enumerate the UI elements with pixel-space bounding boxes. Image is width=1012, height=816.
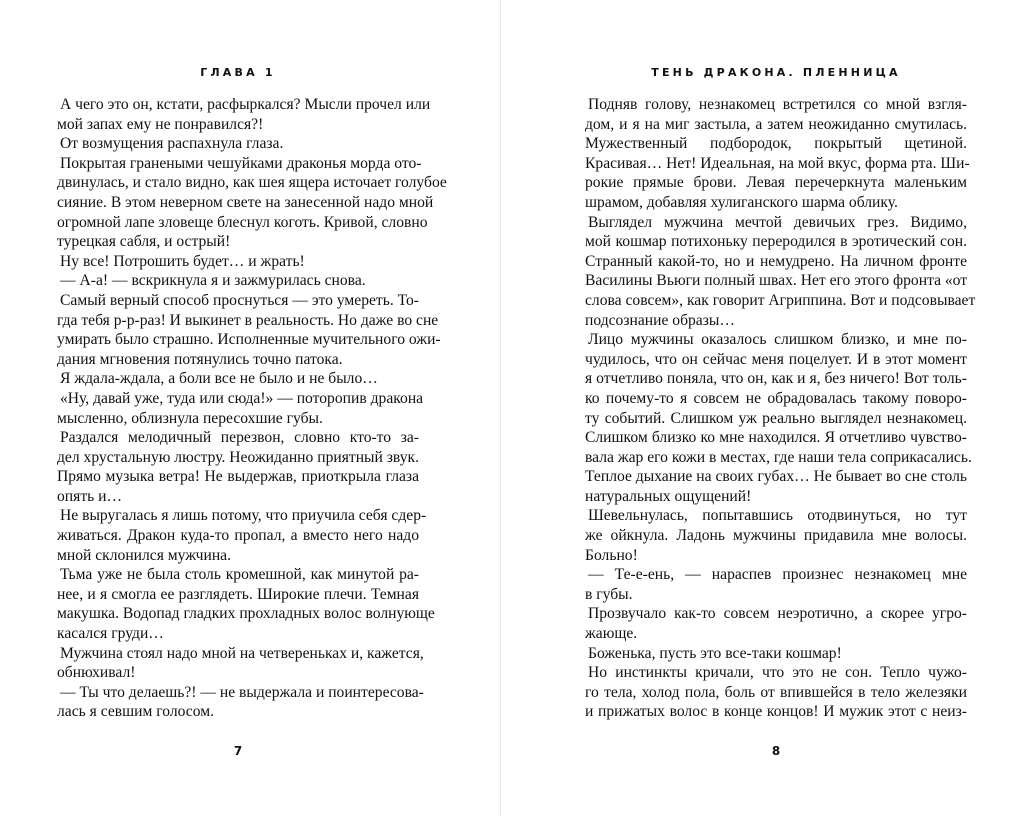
text-line: нее, и я смогла ее разглядеть. Широкие плечи. Темная [57, 585, 419, 603]
text-line: подсознание образы… [585, 311, 735, 329]
text-line: Не выругалась я лишь потому, что приучила себя сдер- [60, 507, 427, 525]
text-line: го тела, холод пола, боль от впившейся в тело железяки [585, 683, 967, 701]
text-line: — А-а! — вскрикнула я и зажмурилась снова. [60, 272, 366, 290]
text-line: слова совсем», как говорит Агриппина. Вот и подсовывает [585, 291, 976, 309]
text-line: Слишком близко ко мне находился. Я отчетливо чувство- [585, 429, 967, 447]
text-line: лась я севшим голосом. [57, 703, 214, 721]
right-page [585, 0, 976, 816]
text-line: Выглядел мужчина мечтой девичьих грез. Видимо, [588, 213, 967, 231]
text-line: ко почему-то я совсем не обрадовалась такому поворо- [585, 389, 967, 407]
text-line: гда тебя р-р-раз! И выкинет в реальность. Но даже во сне [57, 311, 439, 329]
text-line: Теплое дыхание на своих губах… Не бывает во сне столь [585, 468, 967, 486]
text-line: двинулась, и стало видно, как шея ящера источает голубое [57, 174, 447, 192]
text-line: А чего это он, кстати, расфыркался? Мысли прочел или [60, 96, 431, 113]
text-line: мысленно, облизнула пересохшие губы. [57, 409, 323, 427]
text-line: в губы. [585, 585, 633, 603]
text-line: вала жар его кожи в местах, где наши тела соприкасались. [585, 448, 972, 466]
text-line: Тьма уже не была столь кромешной, как минутой ра- [60, 566, 419, 584]
page-gutter [500, 0, 501, 816]
page-number-right: 8 [771, 744, 781, 758]
text-line: умирать было страшно. Исполненные мучительного ожи- [57, 331, 441, 349]
text-line: Ну все! Потрошить будет… и жрать! [60, 252, 305, 270]
left-page-text [57, 95, 447, 722]
text-line: Самый верный способ проснуться — это умереть. То- [60, 291, 419, 309]
running-head-chapter: ГЛАВА 1 [200, 66, 276, 79]
text-line: Красивая… Нет! Идеальная, на мой вкус, форма рта. Ши- [585, 154, 970, 172]
text-line: чудилось, что он сейчас меня поцелует. И в этот момент [585, 350, 967, 368]
text-line: мой кошмар потихоньку переродился в эротический сон. [585, 233, 967, 251]
text-line: же ойкнула. Ладонь мужчины придавила мне волосы. [585, 527, 967, 545]
text-line: живаться. Дракон куда-то пропал, а вместо него надо [57, 527, 419, 545]
text-line: Подняв голову, незнакомец встретился со мной взгля- [588, 96, 967, 113]
page-number-left: 7 [233, 744, 243, 758]
text-line: Раздался мелодичный перезвон, словно кто-то за- [60, 429, 419, 447]
text-line: дел хрустальную люстру. Неожиданно приятный звук. [57, 448, 420, 466]
text-line: Больно! [585, 546, 638, 564]
text-line: мной склонился мужчина. [57, 546, 231, 564]
text-line: касался груди… [57, 625, 164, 643]
text-line: опять и… [57, 487, 123, 505]
text-line: Лицо мужчины оказалось слишком близко, и мне по- [588, 331, 967, 349]
text-line: сияние. В этом неверном свете на занесенной надо мной [57, 193, 434, 211]
right-page-text [585, 95, 976, 722]
text-line: и прижатых волос в конце концов! И мужик этот с неиз- [585, 703, 967, 721]
text-line: дом, и я на миг застыла, а затем неожиданно смутилась. [585, 115, 967, 133]
text-line: — Те-е-ень, — нараспев произнес незнакомец мне [588, 566, 967, 584]
text-line: дания мгновения потянулись точно патока. [57, 350, 343, 368]
text-line: Прозвучало как-то совсем неэротично, а скорее угро- [588, 605, 967, 623]
text-line: Боженька, пусть это все-таки кошмар! [588, 644, 842, 662]
text-line: ту событий. Слишком уж реально выглядел незнакомец. [585, 409, 967, 427]
text-line: обнюхивал! [57, 664, 136, 682]
text-line: Мужественный подбородок, покрытый щетиной. [585, 135, 967, 153]
text-line: мой запах ему не понравился?! [57, 115, 264, 133]
text-line: Покрытая гранеными чешуйками драконья морда ото- [60, 154, 422, 172]
text-line: Шевельнулась, попытавшись отодвинуться, но тут [588, 507, 967, 525]
text-line: макушка. Водопад гладких прохладных волос волнующе [57, 605, 435, 623]
left-page [57, 0, 447, 816]
text-line: От возмущения распахнула глаза. [60, 135, 284, 153]
text-line: — Ты что делаешь?! — не выдержала и поинтересова- [60, 683, 424, 701]
text-line: Странный какой-то, но и немудрено. На личном фронте [585, 252, 967, 270]
text-line: Прямо музыка ветра! Не выдержав, приоткрыла глаза [57, 468, 419, 486]
text-line: Мужчина стоял надо мной на четвереньках и, кажется, [60, 644, 424, 662]
text-line: рокие прямые брови. Левая перечеркнута маленьким [585, 174, 967, 192]
text-line: натуральных ощущений! [585, 487, 752, 505]
text-line: Я ждала-ждала, а боли все не было и не было… [60, 370, 378, 388]
running-head-title: ТЕНЬ ДРАКОНА. ПЛЕННИЦА [651, 66, 901, 79]
text-line: шрамом, добавляя хулиганского шарма облику. [585, 193, 898, 211]
text-line: «Ну, давай уже, туда или сюда!» — поторопив дракона [60, 389, 424, 407]
text-line: турецкая сабля, и острый! [57, 233, 231, 251]
text-line: я отчетливо поняла, что он, как и я, без ничего! Вот толь- [585, 370, 967, 388]
text-line: огромной лапе зловеще блеснул коготь. Кривой, словно [57, 213, 428, 231]
text-line: Василины Вьюги полный швах. Нет его этого фронта «от [585, 272, 968, 290]
text-line: жающе. [585, 625, 638, 643]
text-line: Но инстинкты кричали, что это не сон. Тепло чужо- [588, 664, 967, 682]
